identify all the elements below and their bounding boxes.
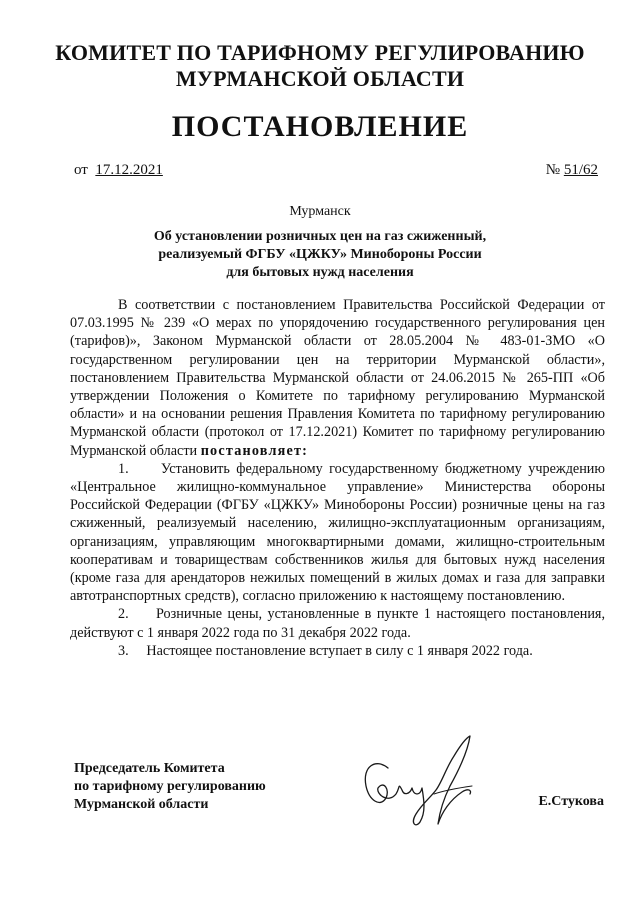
item-1: 1. Установить федеральному государственному бюджетному учреждению «Центральное жилищно-коммунальное управление» Министерства обороны Российской Федерации (ФГБУ «ЦЖКУ» Минобороны России) розничные цены на газ сжиженный, реализуемый населению, жилищно-эксплуатационным организациям, организациям, управляющим многоквартирными домами, жилищно-строительным кооперативам и товариществам собственников жилья для бытовых нужд населения (кроме газа для арендаторов нежилых помещений в жилых домах и газа для заправки автотранспортных средств), согласно приложению к настоящему постановлению. xyxy=(70,460,605,605)
document-date xyxy=(74,162,163,179)
preamble-paragraph xyxy=(70,296,605,460)
title-line-1: Об установлении розничных цен на газ сжиженный, xyxy=(153,229,487,244)
date-prefix: от xyxy=(74,162,88,178)
document-body xyxy=(70,296,605,660)
item-2: 2. Розничные цены, установленные в пункте 1 настоящего постановления, действуют с 1 января 2022 года по 31 декабря 2022 года. xyxy=(70,606,605,641)
handwritten-signature xyxy=(350,728,500,838)
position-line-1: Председатель Комитета xyxy=(74,761,225,776)
title-line-2: реализуемый ФГБУ «ЦЖКУ» Минобороны России xyxy=(158,247,482,262)
date-value: 17.12.2021 xyxy=(95,162,163,178)
position-line-2: по тарифному регулированию xyxy=(74,779,266,794)
committee-line-2: МУРМАНСКОЙ ОБЛАСТИ xyxy=(175,66,465,91)
signatory-position xyxy=(74,760,266,814)
signatory-name: Е.Стукова xyxy=(538,794,604,809)
document-number xyxy=(546,162,598,179)
title-line-3: для бытовых нужд населения xyxy=(226,265,414,280)
position-line-3: Мурманской области xyxy=(74,797,209,812)
item-3: 3. Настоящее постановление вступает в силу с 1 января 2022 года. xyxy=(118,642,533,659)
city: Мурманск xyxy=(289,204,351,219)
committee-name xyxy=(40,40,600,92)
number-value: 51/62 xyxy=(563,162,598,178)
number-prefix: № xyxy=(545,162,561,178)
committee-line-1: КОМИТЕТ ПО ТАРИФНОМУ РЕГУЛИРОВАНИЮ xyxy=(55,40,585,65)
preamble-text: В соответствии с постановлением Правительства Российской Федерации от 07.03.1995 № 239 «О мерах по упорядочению государственного регулирования цен (тарифов)», Законом Мурманской области от 28.05.2004 № 483-01-ЗМО «О государственном регулировании цен на территории Мурманской области», постановлением Правительства Мурманской области от 24.06.2015 № 265-ПП «Об утверждении Положения о Комитете по тарифному регулированию Мурманской области» и на основании решения Правления Комитета по тарифному регулированию Мурманской области (протокол от 17.12.2021) Комитет по тарифному регулированию Мурманской области xyxy=(70,297,605,459)
document-type-heading: ПОСТАНОВЛЕНИЕ xyxy=(171,110,469,143)
document-title xyxy=(100,228,540,282)
resolves-word: постановляет: xyxy=(200,442,309,459)
